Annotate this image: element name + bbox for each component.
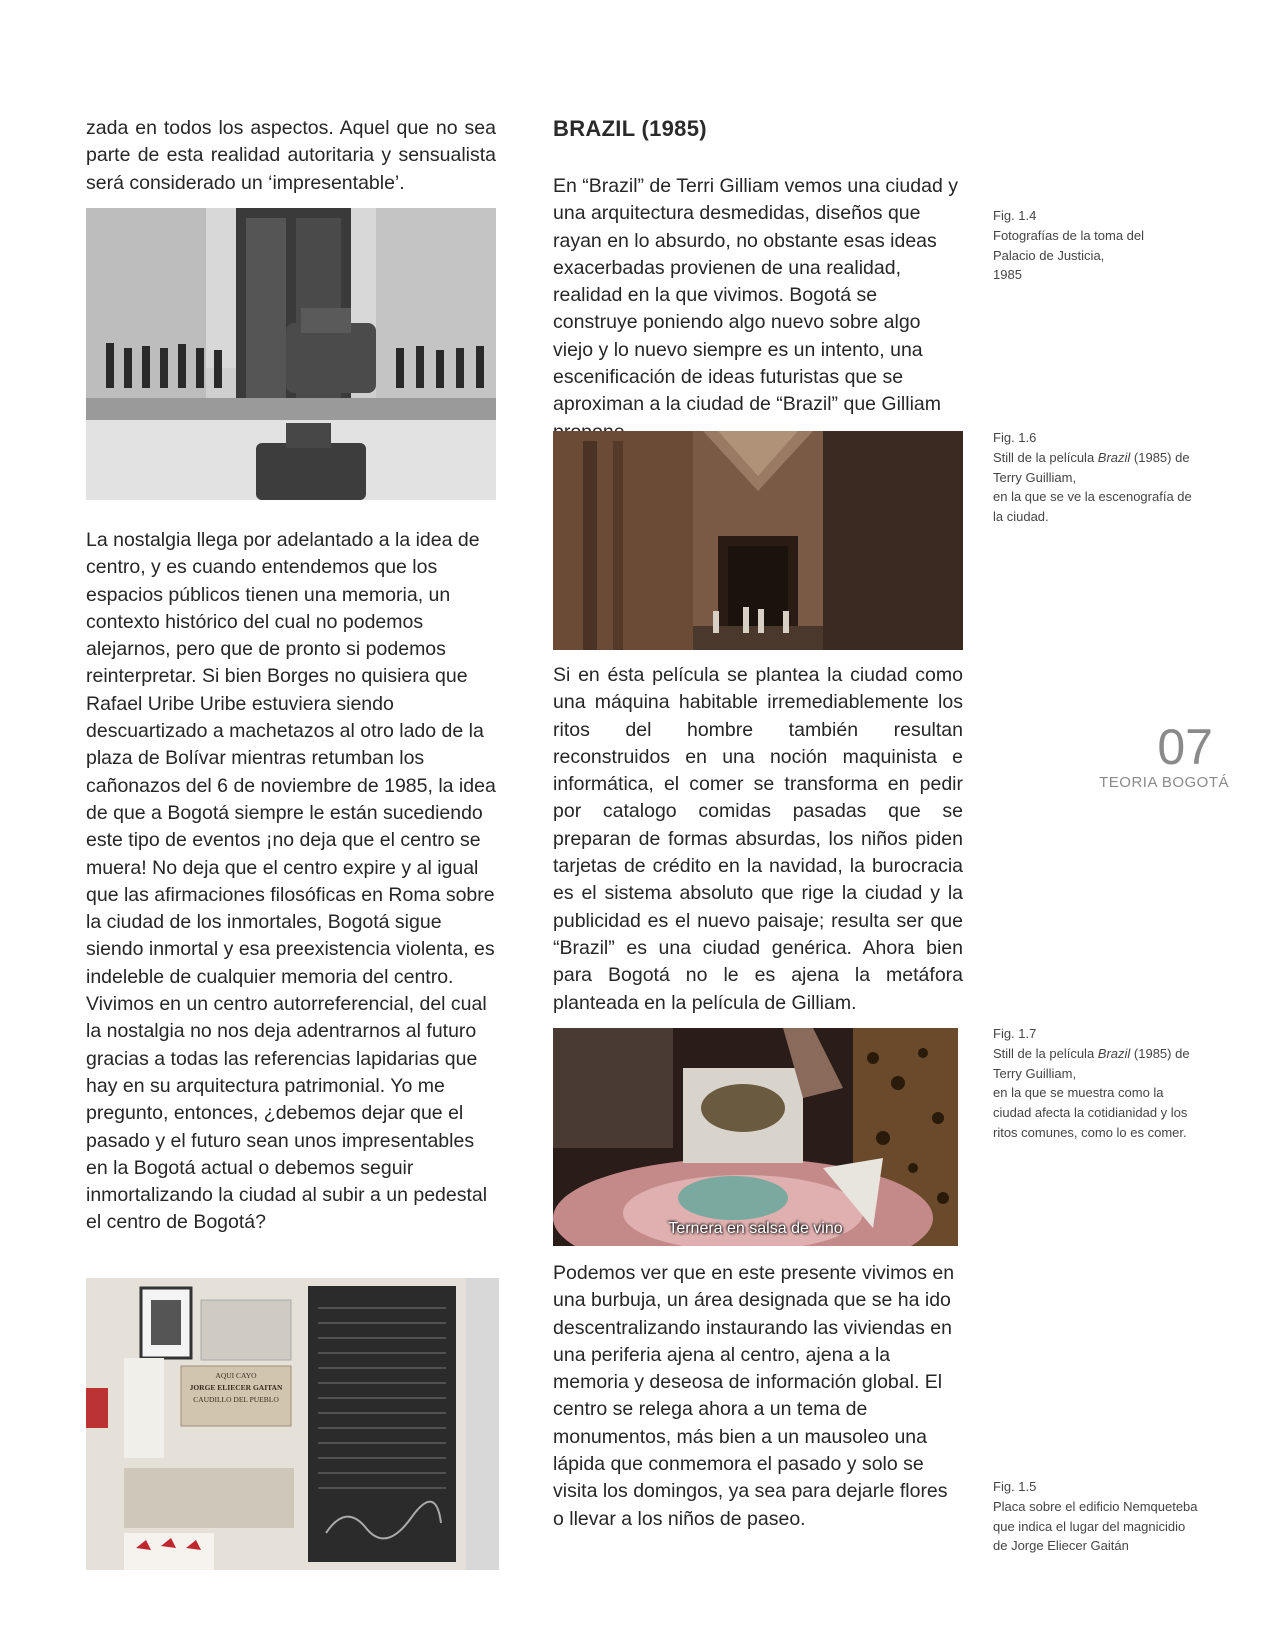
caption-text: Still de la película	[993, 1045, 1098, 1061]
plaque-line: JORGE ELIECER GAITAN	[189, 1383, 283, 1392]
caption-label: Fig. 1.5	[993, 1479, 1037, 1494]
caption-text: (1985) de	[1130, 449, 1190, 465]
caption-fig-1-4	[993, 206, 1223, 285]
right-paragraph-2: Si en ésta película se plantea la ciudad como una máquina habitable irremediablemente los ritos del hombre también resultan reconstruidos en una noción maquinista e informática, el comer se transforma en pedir por catalogo comidas pasadas que se preparan de formas absurdas, los niños piden tarjetas de crédito en la navidad, la burocracia es el sistema absoluto que rige la ciudad y la publicidad es el nuevo paisaje; resulta ser que “Brazil” es una ciudad genérica. Ahora bien para Bogotá no le es ajena la metáfora planteada en la película de Gilliam.	[553, 664, 963, 1014]
caption-label: Fig. 1.6	[993, 430, 1037, 445]
right-paragraph-3: Podemos ver que en este presente vivimos en una burbuja, un área designada que se ha ido descentralizando instaurando las viviendas en una periferia ajena al centro, ajena a la memoria y deseosa de información global. El centro se relega ahora a un tema de monumentos, más bien a un mausoleo una lápida que conmemora el pasado y solo se visita los domingos, ya sea para dejarle flores o llevar a los niños de paseo.	[553, 1262, 955, 1530]
caption-film-title: Brazil	[1097, 449, 1131, 465]
caption-line: en la que se muestra como la	[993, 1085, 1164, 1101]
caption-fig-1-7	[993, 1024, 1223, 1143]
caption-line	[993, 448, 1223, 468]
caption-line: que indica el lugar del magnicidio	[993, 1518, 1186, 1534]
caption-fig-1-5	[993, 1477, 1223, 1556]
right-paragraph-1: En “Brazil” de Terri Gilliam vemos una ciudad y una arquitectura desmedidas, diseños que rayan en lo absurdo, no obstante esas ideas exacerbadas provienen de una realidad, realidad en la que vivimos. Bogotá se construye poniendo algo nuevo sobre algo viejo y lo nuevo siempre es un intento, una escenificación de ideas futuristas que se aproximan a la ciudad de “Brazil” que Gilliam	[553, 175, 958, 416]
section-name: TEORIA BOGOTÁ	[1099, 774, 1229, 791]
caption-line: en la que se ve la escenografía de	[993, 489, 1192, 505]
caption-line: Terry Guilliam,	[993, 469, 1077, 485]
caption-line: ciudad afecta la cotidianidad y los	[993, 1105, 1188, 1121]
caption-text: (1985) de	[1130, 1045, 1190, 1061]
caption-line: Terry Guilliam,	[993, 1065, 1077, 1081]
caption-line: Placa sobre el edificio Nemqueteba	[993, 1498, 1198, 1514]
caption-line: ritos comunes, como lo es comer.	[993, 1124, 1187, 1140]
plaque-inscription	[183, 1370, 289, 1406]
caption-line: Fotografías de la toma del	[993, 227, 1145, 243]
caption-label: Fig. 1.7	[993, 1026, 1037, 1041]
page-number: 07	[1157, 719, 1213, 775]
caption-fig-1-6	[993, 428, 1223, 527]
brazil-film-still-dinner	[553, 1028, 958, 1246]
caption-line: Palacio de Justicia,	[993, 247, 1105, 263]
caption-line: la ciudad.	[993, 509, 1049, 525]
caption-line: 1985	[993, 267, 1022, 283]
brazil-film-still-architecture	[553, 431, 963, 650]
palace-of-justice-photo	[86, 208, 496, 500]
plaque-line: CAUDILLO DEL PUEBLO	[193, 1395, 279, 1404]
caption-label: Fig. 1.4	[993, 208, 1037, 223]
film-subtitle: Ternera en salsa de vino	[668, 1220, 843, 1237]
plaque-line: AQUI CAYO	[215, 1371, 257, 1380]
gaitan-plaque-photo	[86, 1278, 499, 1570]
left-paragraph-2: La nostalgia llega por adelantado a la idea de centro, y es cuando entendemos que los espacios públicos tienen una memoria, un contexto histórico del cual no podemos alejarnos, pero que de pronto si podemos reinterpretar. Si bien Borges no quisiera que Rafael Uribe Uribe estuviera siendo descuartizado a machetazos al otro lado de la plaza de Bolívar mientras retumban los cañonazos del 6 de noviembre de 1985, la idea de que a Bogotá siempre le están sucediendo este tipo de eventos ¡no deja que el centro se muera! No deja que el centro expire y al igual que las afirmaciones filosóficas en Roma sobre la ciudad de los inmortales, Bogotá sigue siendo inmortal y esa preexistencia violenta, es indeleble de cualquier memoria del centro. Vivimos en un centro autorreferencial, del cual la nostalgia no nos deja adentrarnos al futuro gracias a todas las referencias lapidarias que hay en su arquitectura patrimonial. Yo me pregunto, entonces, ¿debemos dejar que el pasado y el futuro sean unos impresentables en la Bogotá actual o debemos seguir inmortalizando la ciudad al subir a un pedestal el centro de Bogotá?	[86, 529, 496, 1234]
caption-line: de Jorge Eliecer Gaitán	[993, 1538, 1129, 1554]
section-heading: BRAZIL (1985)	[553, 116, 707, 141]
left-paragraph-1: zada en todos los aspectos. Aquel que no sea parte de esta realidad autoritaria y sensualista será considerado un ‘impresentable’.	[86, 117, 496, 194]
caption-line	[993, 1044, 1223, 1064]
caption-text: Still de la película	[993, 449, 1098, 465]
caption-film-title: Brazil	[1097, 1045, 1131, 1061]
